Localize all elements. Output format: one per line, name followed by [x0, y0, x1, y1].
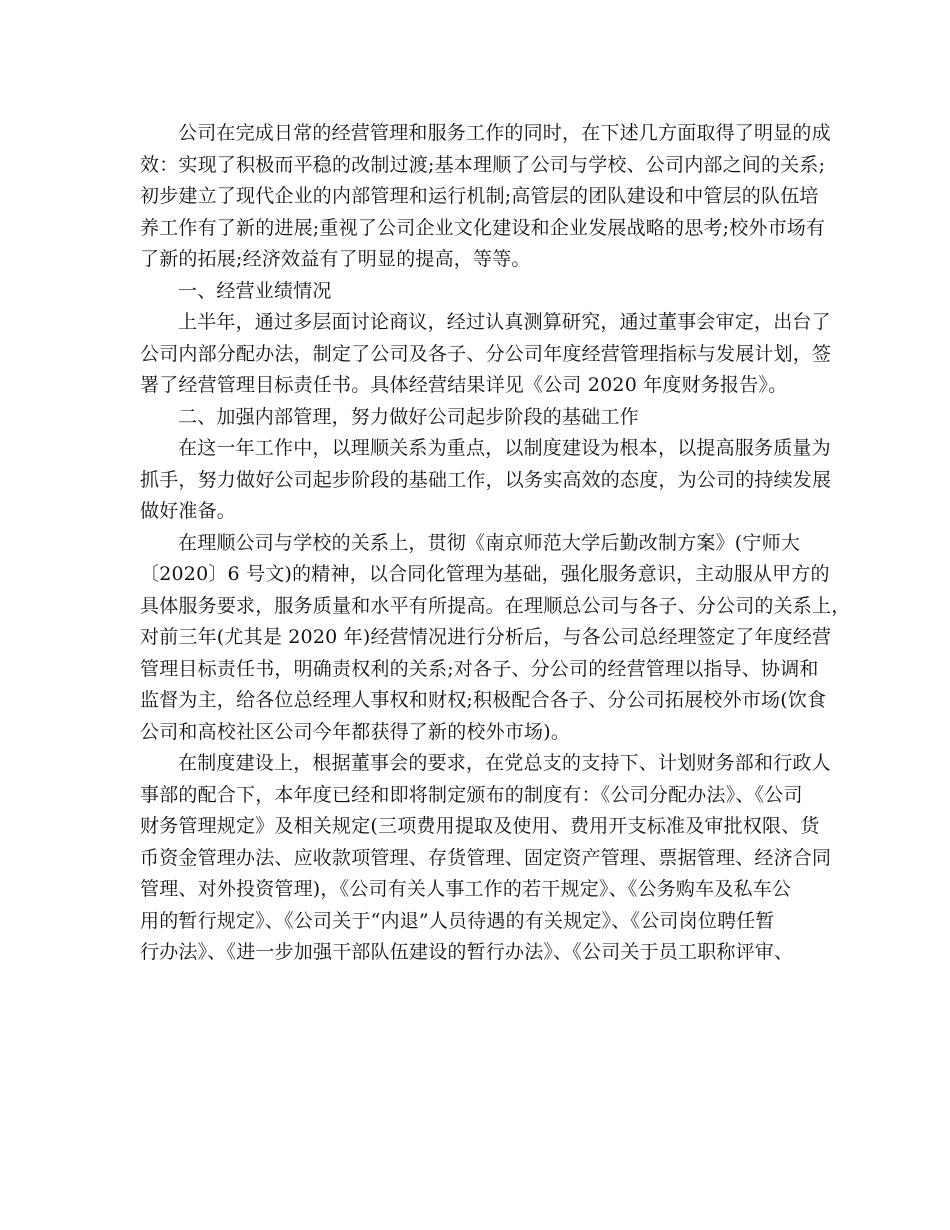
text-line: 署了经营管理目标责任书。具体经营结果详见《公司 2020 年度财务报告》。: [140, 374, 788, 396]
text-line: 币资金管理办法、应收款项管理、存货管理、固定资产管理、票据管理、经济合同: [140, 846, 832, 869]
text-line: 事部的配合下，本年度已经和即将制定颁布的制度有：《公司分配办法》、《公司: [140, 783, 803, 806]
text-line: 公司在完成日常的经营管理和服务工作的同时，在下述几方面取得了明显的成: [178, 122, 831, 144]
text-line: 效：实现了积极而平稳的改制过渡;基本理顺了公司与学校、公司内部之间的关系;: [140, 153, 826, 176]
text-line: 一、经营业绩情况: [178, 279, 332, 302]
text-line: 监督为主，给各位总经理人事权和财权;积极配合各子、分公司拓展校外市场(饮食: [140, 689, 827, 711]
text-line: 初步建立了现代企业的内部管理和运行机制;高管层的团队建设和中管层的队伍培: [140, 185, 819, 207]
text-line: 做好准备。: [140, 500, 237, 522]
text-line: 在制度建设上，根据董事会的要求，在党总支的支持下、计划财务部和行政人: [178, 752, 831, 774]
text-line: 了新的拓展;经济效益有了明显的提高，等等。: [140, 248, 531, 270]
text-line: 〔2020〕6 号文)的精神，以合同化管理为基础，强化服务意识，主动服从甲方的: [140, 563, 830, 585]
document-body: [140, 118, 851, 969]
text-line: 二、加强内部管理，努力做好公司起步阶段的基础工作: [178, 405, 639, 428]
text-line: 公司内部分配办法，制定了公司及各子、分公司年度经营管理指标与发展计划，签: [140, 342, 832, 365]
text-line: 公司和高校社区公司今年都获得了新的校外市场)。: [140, 720, 571, 743]
text-line: 抓手，努力做好公司起步阶段的基础工作，以务实高效的态度，为公司的持续发展: [140, 468, 832, 491]
text-line: 管理、对外投资管理)，《公司有关人事工作的若干规定》、《公务购车及私车公: [140, 878, 792, 900]
text-line: 行办法》、《进一步加强干部队伍建设的暂行办法》、《公司关于员工职称评审、: [140, 941, 794, 963]
text-line: 具体服务要求，服务质量和水平有所提高。在理顺总公司与各子、分公司的关系上，: [140, 594, 851, 617]
text-line: 养工作有了新的进展;重视了公司企业文化建设和企业发展战略的思考;校外市场有: [140, 216, 826, 239]
text-line: 用的暂行规定》、《公司关于“内退”人员待遇的有关规定》、《公司岗位聘任暂: [140, 909, 775, 932]
text-line: 上半年，通过多层面讨论商议，经过认真测算研究，通过董事会审定，出台了: [178, 311, 831, 333]
text-line: 财务管理规定》及相关规定(三项费用提取及使用、费用开支标准及审批权限、货: [140, 815, 820, 837]
text-line: 在这一年工作中，以理顺关系为重点，以制度建设为根本，以提高服务质量为: [178, 437, 831, 459]
text-line: 对前三年(尤其是 2020 年)经营情况进行分析后，与各公司总经理签定了年度经营: [140, 626, 832, 648]
text-line: 在理顺公司与学校的关系上，贯彻《南京师范大学后勤改制方案》(宁师大: [178, 531, 801, 554]
text-line: 管理目标责任书，明确责权利的关系;对各子、分公司的经营管理以指导、协调和: [140, 657, 819, 680]
